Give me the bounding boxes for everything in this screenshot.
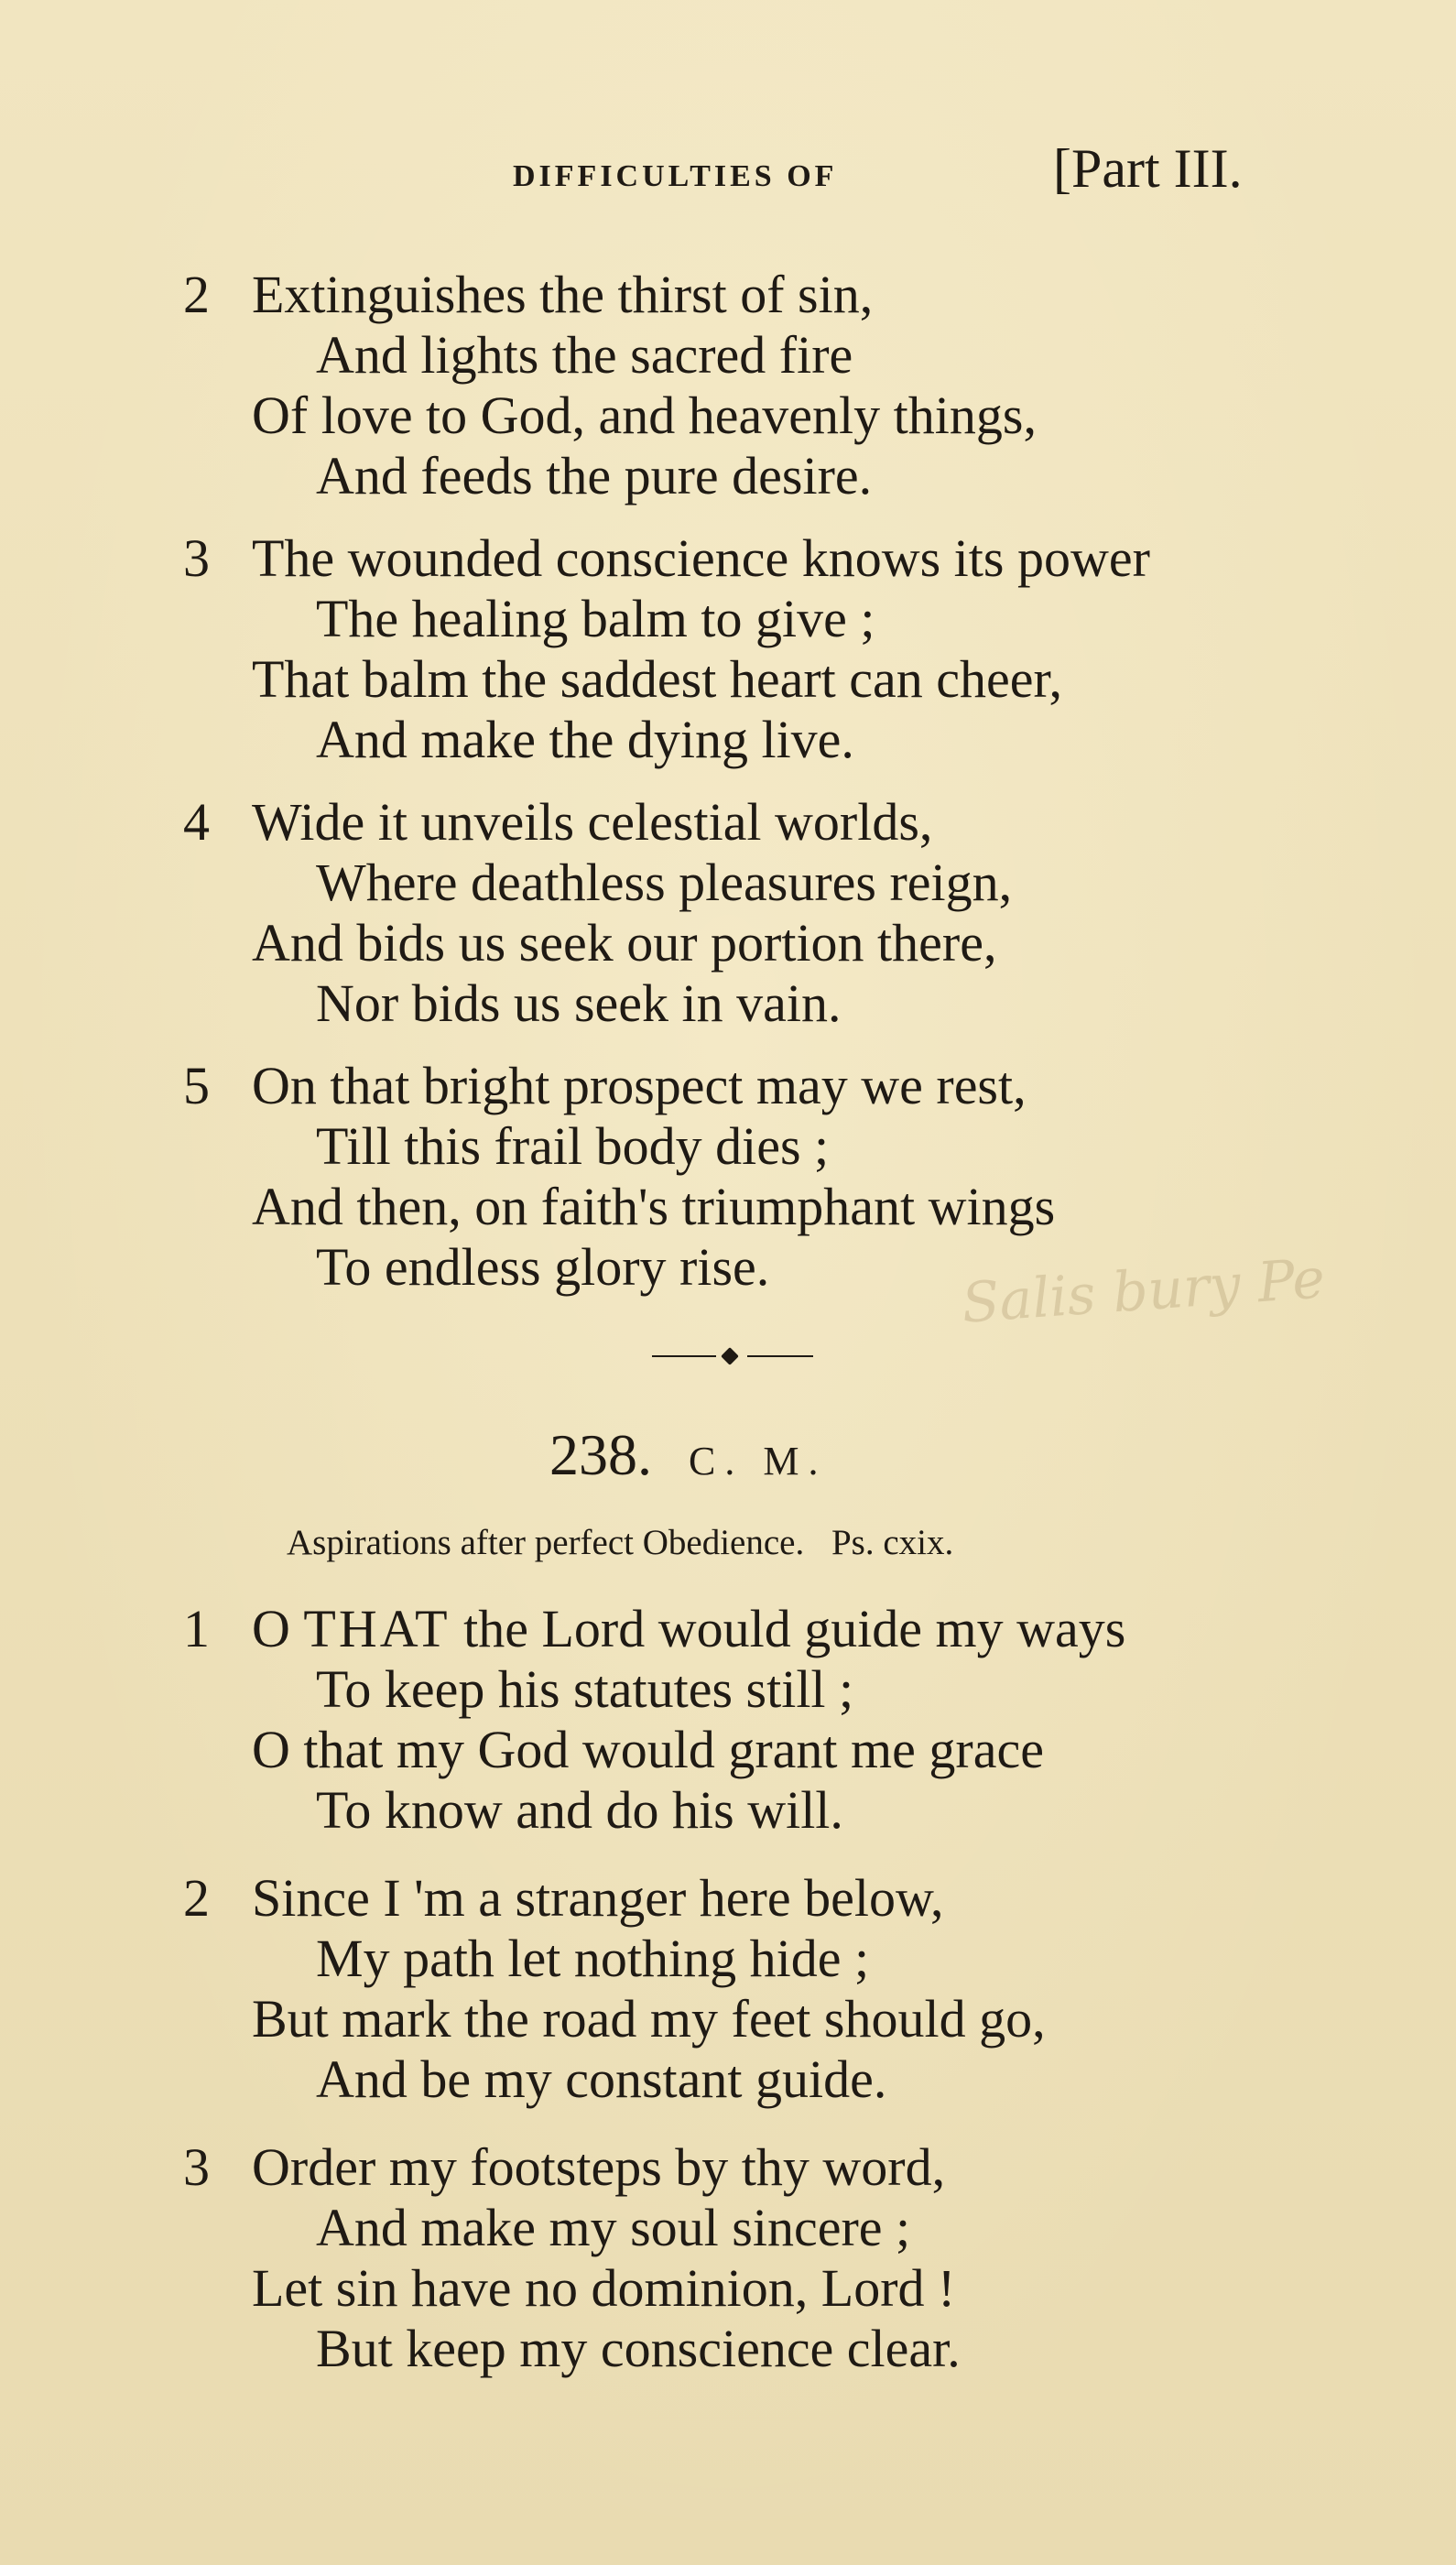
verse-line: Extinguishes the thirst of sin, bbox=[252, 265, 874, 324]
running-head: DIFFICULTIES OF bbox=[513, 159, 838, 193]
first-word: O bbox=[252, 1599, 290, 1658]
verse-line: Let sin have no dominion, Lord ! bbox=[252, 2258, 956, 2318]
verse-line: To know and do his will. bbox=[316, 1780, 843, 1840]
verse-line: Since I 'm a stranger here below, bbox=[252, 1868, 944, 1928]
subtitle-text: Aspirations after perfect Obedience. bbox=[287, 1523, 805, 1562]
verse-line: Wide it unveils celestial worlds, bbox=[252, 792, 933, 852]
verse-line: But keep my conscience clear. bbox=[316, 2319, 961, 2378]
verse-line: To endless glory rise. bbox=[316, 1237, 770, 1297]
verse-line: Nor bids us seek in vain. bbox=[316, 973, 842, 1033]
verse-line: My path let nothing hide ; bbox=[316, 1929, 870, 1988]
verse-line: Till this frail body dies ; bbox=[316, 1116, 830, 1176]
verse-line: That balm the saddest heart can cheer, bbox=[252, 649, 1062, 709]
line-rest: the Lord would guide my ways bbox=[463, 1599, 1126, 1658]
stanza-number: 2 bbox=[183, 265, 210, 324]
divider-ornament-icon bbox=[721, 1347, 739, 1365]
verse-line: Order my footsteps by thy word, bbox=[252, 2137, 946, 2197]
scripture-reference: Ps. cxix. bbox=[831, 1523, 954, 1562]
stanza-number: 3 bbox=[183, 528, 210, 588]
hymn-subtitle bbox=[287, 1522, 953, 1563]
stanza-number: 4 bbox=[183, 792, 210, 852]
verse-line: And make my soul sincere ; bbox=[316, 2198, 911, 2257]
verse-line: O that my God would grant me grace bbox=[252, 1720, 1044, 1779]
divider-rule-right bbox=[747, 1355, 813, 1357]
page-header bbox=[0, 137, 1456, 201]
verse-line: And make the dying live. bbox=[316, 710, 854, 769]
stanza-number: 2 bbox=[183, 1868, 210, 1928]
verse-line: But mark the road my feet should go, bbox=[252, 1989, 1046, 2049]
hymn-heading bbox=[549, 1421, 827, 1489]
verse-line: The wounded conscience knows its power bbox=[252, 528, 1150, 588]
small-caps-word: THAT bbox=[303, 1599, 451, 1658]
verse-line: The healing balm to give ; bbox=[316, 589, 875, 648]
hymn-number: 238. bbox=[549, 1422, 652, 1487]
stanza-number: 5 bbox=[183, 1056, 210, 1115]
verse-line: On that bright prospect may we rest, bbox=[252, 1056, 1027, 1115]
verse-line: Of love to God, and heavenly things, bbox=[252, 386, 1037, 445]
stanza-number: 1 bbox=[183, 1599, 210, 1658]
section-divider bbox=[652, 1352, 813, 1361]
verse-line: Where deathless pleasures reign, bbox=[316, 853, 1013, 912]
verse-line: And lights the sacred fire bbox=[316, 325, 853, 385]
verse-line: And be my constant guide. bbox=[316, 2049, 887, 2109]
part-label: [Part III. bbox=[1053, 138, 1243, 199]
verse-line: And bids us seek our portion there, bbox=[252, 913, 997, 973]
stanza-number: 3 bbox=[183, 2137, 210, 2197]
verse-line: To keep his statutes still ; bbox=[316, 1659, 854, 1719]
hymn-meter: C. M. bbox=[689, 1439, 828, 1484]
divider-rule-left bbox=[652, 1355, 716, 1357]
verse-line bbox=[252, 1598, 1125, 1659]
pencil-annotation: Salis bury Pe bbox=[960, 1246, 1327, 1336]
verse-line: And feeds the pure desire. bbox=[316, 446, 873, 505]
verse-line: And then, on faith's triumphant wings bbox=[252, 1177, 1056, 1236]
